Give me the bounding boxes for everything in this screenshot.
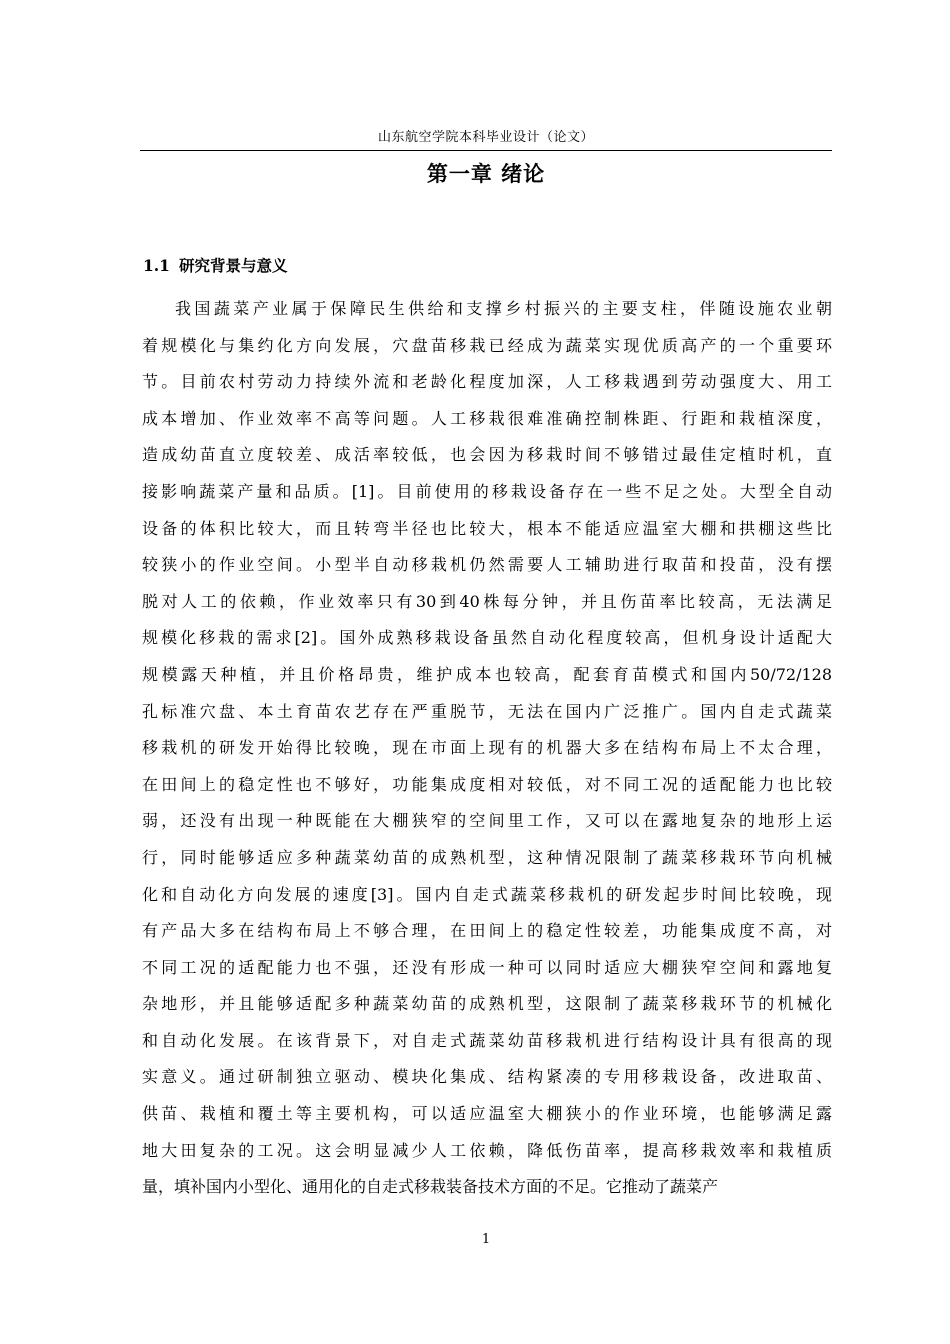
paragraph-line: 移栽机的研发开始得比较晚，现在市面上现有的机器大多在结构布局上不太合理， xyxy=(142,738,832,758)
paragraph-line: 规模化移栽的需求[2]。国外成熟移栽设备虽然自动化程度较高，但机身设计适配大 xyxy=(142,628,832,648)
section-number: 1.1 xyxy=(143,256,170,275)
paragraph-line: 和自动化发展。在该背景下，对自走式蔬菜幼苗移栽机进行结构设计具有很高的现 xyxy=(142,1030,832,1050)
paragraph-line: 节。目前农村劳动力持续外流和老龄化程度加深，人工移栽遇到劳动强度大、用工 xyxy=(142,372,832,392)
paragraph-line: 地大田复杂的工况。这会明显减少人工依赖，降低伤苗率，提高移栽效率和栽植质 xyxy=(142,1140,832,1160)
paragraph-line: 设备的体积比较大，而且转弯半径也比较大，根本不能适应温室大棚和拱棚这些比 xyxy=(142,518,832,538)
paragraph-line: 成本增加、作业效率不高等问题。人工移栽很难准确控制株距、行距和栽植深度， xyxy=(142,408,832,428)
paragraph-line: 接影响蔬菜产量和品质。[1]。目前使用的移栽设备存在一些不足之处。大型全自动 xyxy=(142,481,832,501)
paragraph-line: 化和自动化方向发展的速度[3]。国内自走式蔬菜移栽机的研发起步时间比较晚，现 xyxy=(142,884,832,904)
paragraph-line: 孔标准穴盘、本土育苗农艺存在严重脱节，无法在国内广泛推广。国内自走式蔬菜 xyxy=(142,701,832,721)
chapter-title: 第一章 绪论 xyxy=(426,161,546,186)
paragraph-line: 量，填补国内小型化、通用化的自走式移栽装备技术方面的不足。它推动了蔬菜产 xyxy=(142,1177,719,1197)
section-title: 研究背景与意义 xyxy=(178,256,288,275)
paragraph-line: 规模露天种植，并且价格昂贵，维护成本也较高，配套育苗模式和国内50/72/128 xyxy=(142,664,832,684)
running-header: 山东航空学院本科毕业设计（论文） xyxy=(377,130,594,145)
paragraph-line: 供苗、栽植和覆土等主要机构，可以适应温室大棚狭小的作业环境，也能够满足露 xyxy=(142,1104,832,1124)
paragraph-line: 杂地形，并且能够适配多种蔬菜幼苗的成熟机型，这限制了蔬菜移栽环节的机械化 xyxy=(142,994,832,1014)
paragraph-line: 弱，还没有出现一种既能在大棚狭窄的空间里工作，又可以在露地复杂的地形上运 xyxy=(142,811,832,831)
paragraph-line: 较狭小的作业空间。小型半自动移栽机仍然需要人工辅助进行取苗和投苗，没有摆 xyxy=(142,555,832,575)
paragraph-line: 实意义。通过研制独立驱动、模块化集成、结构紧凑的专用移栽设备，改进取苗、 xyxy=(142,1067,832,1087)
paragraph-line: 我国蔬菜产业属于保障民生供给和支撑乡村振兴的主要支柱，伴随设施农业朝 xyxy=(175,299,832,318)
section-heading xyxy=(143,254,287,278)
body-paragraph xyxy=(142,291,832,1206)
header-rule xyxy=(140,150,832,151)
paragraph-line: 造成幼苗直立度较差、成活率较低，也会因为移栽时间不够错过最佳定植时机，直 xyxy=(142,445,832,465)
paragraph-line: 有产品大多在结构布局上不够合理，在田间上的稳定性较差，功能集成度不高，对 xyxy=(142,921,832,941)
paragraph-line: 不同工况的适配能力也不强，还没有形成一种可以同时适应大棚狭窄空间和露地复 xyxy=(142,957,832,977)
paragraph-line: 在田间上的稳定性也不够好，功能集成度相对较低，对不同工况的适配能力也比较 xyxy=(142,774,832,794)
paragraph-line: 行，同时能够适应多种蔬菜幼苗的成熟机型，这种情况限制了蔬菜移栽环节向机械 xyxy=(142,847,832,867)
paragraph-line: 着规模化与集约化方向发展，穴盘苗移栽已经成为蔬菜实现优质高产的一个重要环 xyxy=(142,335,832,355)
page-number: 1 xyxy=(481,1232,491,1247)
paragraph-line: 脱对人工的依赖，作业效率只有30到40株每分钟，并且伤苗率比较高，无法满足 xyxy=(142,591,832,611)
